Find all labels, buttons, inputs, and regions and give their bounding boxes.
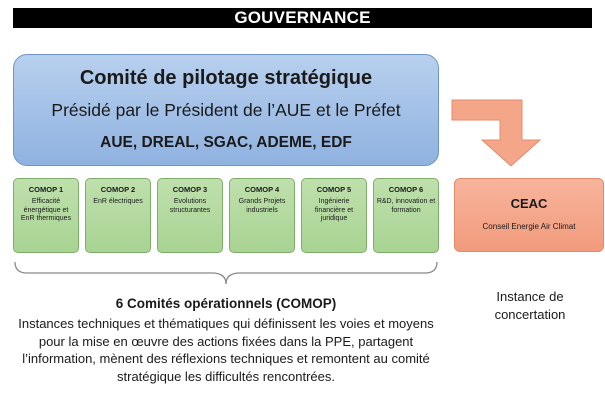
steering-committee-box xyxy=(13,54,439,166)
comop-summary-heading: 6 Comités opérationnels (COMOP) xyxy=(115,296,337,311)
ceac-subtitle: Conseil Energie Air Climat xyxy=(482,222,576,231)
comop-description: R&D, innovation et formation xyxy=(376,198,436,214)
diagram-title: GOUVERNANCE xyxy=(234,8,371,27)
comop-label: COMOP 6 xyxy=(388,185,424,194)
comop-description: Evolutions structurantes xyxy=(169,198,211,214)
arrow-to-ceac-shape xyxy=(452,100,540,166)
steering-committee-chair: Présidé par le Président de l’AUE et le Préfet xyxy=(51,100,401,120)
comop-description: Ingénierie financière et juridique xyxy=(314,198,354,222)
comop-label: COMOP 4 xyxy=(244,185,280,194)
steering-committee-members: AUE, DREAL, SGAC, ADEME, EDF xyxy=(100,134,352,151)
comop-box-6 xyxy=(373,178,439,253)
comop-box-3 xyxy=(157,178,223,253)
ceac-box xyxy=(454,178,604,252)
comop-label: COMOP 5 xyxy=(316,185,352,194)
comop-label: COMOP 2 xyxy=(100,185,136,194)
comop-box-5 xyxy=(301,178,367,253)
comop-description: Efficacité énergétique et EnR thermiques xyxy=(20,198,72,222)
comop-label: COMOP 3 xyxy=(172,185,208,194)
ceac-instance-note: Instance de concertation xyxy=(494,289,566,322)
ceac-title: CEAC xyxy=(510,196,548,211)
comop-description: Grands Projets industriels xyxy=(238,198,286,214)
steering-committee-title: Comité de pilotage stratégique xyxy=(79,67,373,89)
title-banner xyxy=(13,8,592,28)
arrow-to-ceac-icon xyxy=(450,96,550,168)
comop-box-4 xyxy=(229,178,295,253)
comop-box-2 xyxy=(85,178,151,253)
comop-description: EnR électriques xyxy=(93,198,143,205)
comop-group-brace-icon xyxy=(13,260,439,286)
comop-label: COMOP 1 xyxy=(28,185,64,194)
comop-summary-text: Instances techniques et thématiques qui définissent les voies et moyens pour la mise en œuvre des actions fixées dans la PPE, partagent l’information, mènent des réflexions techniques et remontent au comité stratégique les difficultés rencontrées. xyxy=(18,316,434,384)
comop-box-1 xyxy=(13,178,79,253)
